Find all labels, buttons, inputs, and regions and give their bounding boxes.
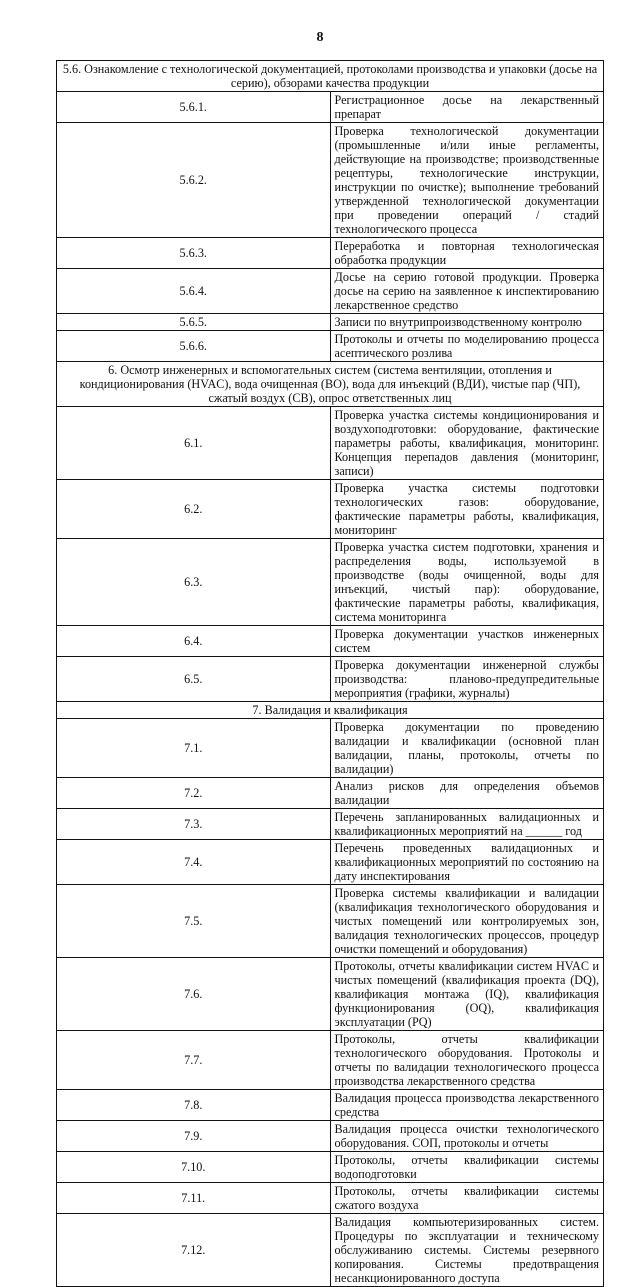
item-number: 5.6.3. xyxy=(57,238,331,269)
table-row xyxy=(57,1152,604,1183)
item-number: 5.6.1. xyxy=(57,92,331,123)
item-number: 7.12. xyxy=(57,1214,331,1287)
item-number: 7.10. xyxy=(57,1152,331,1183)
item-text: Проверка системы квалификации и валидации (квалификация технологического оборудования и чистых помещений или контролируемых зон, валидация технологических процессов, процедур очистки помещений и оборудования) xyxy=(330,885,604,958)
item-text: Протоколы, отчеты квалификации систем HVAC и чистых помещений (квалификация проекта (DQ), квалификация монтажа (IQ), квалификация функционирования (OQ), квалификация эксплуатации (PQ) xyxy=(330,958,604,1031)
item-text: Перечень запланированных валидационных и квалификационных мероприятий на ______ год xyxy=(330,809,604,840)
table-row xyxy=(57,314,604,331)
item-text: Протоколы, отчеты квалификации системы водоподготовки xyxy=(330,1152,604,1183)
item-number: 6.4. xyxy=(57,626,331,657)
item-text: Валидация процесса производства лекарственного средства xyxy=(330,1090,604,1121)
item-text: Протоколы, отчеты квалификации технологического оборудования. Протоколы и отчеты по валидации технологического процесса производства лекарственного средства xyxy=(330,1031,604,1090)
table-row xyxy=(57,958,604,1031)
table-row xyxy=(57,840,604,885)
item-number: 6.3. xyxy=(57,539,331,626)
item-number: 7.4. xyxy=(57,840,331,885)
item-number: 7.6. xyxy=(57,958,331,1031)
page-number: 8 xyxy=(316,30,324,45)
item-text: Проверка участка систем подготовки, хранения и распределения воды, используемой в производстве (воды очищенной, воды для инъекций, чистый пар): оборудование, фактические параметры работы, квалификация, система мониторинга xyxy=(330,539,604,626)
table-row xyxy=(57,539,604,626)
table-row xyxy=(57,626,604,657)
item-number: 6.5. xyxy=(57,657,331,702)
table-row xyxy=(57,238,604,269)
table-row xyxy=(57,1183,604,1214)
item-text: Проверка документации по проведению валидации и квалификации (основной план валидации, планы, протоколы, отчеты по валидации) xyxy=(330,719,604,778)
item-number: 5.6.5. xyxy=(57,314,331,331)
item-number: 7.11. xyxy=(57,1183,331,1214)
item-text: Регистрационное досье на лекарственный препарат xyxy=(330,92,604,123)
item-number: 7.8. xyxy=(57,1090,331,1121)
section-header: 6. Осмотр инженерных и вспомогательных систем (система вентиляции, отопления и кондиционирования (HVAC), вода очищенная (ВО), вода для инъекций (ВДИ), чистые пар (ЧП), сжатый воздух (СВ), опрос ответственных лиц xyxy=(57,362,604,407)
item-text: Проверка участка системы подготовки технологических газов: оборудование, фактические параметры работы, квалификация, мониторинг xyxy=(330,480,604,539)
item-number: 5.6.4. xyxy=(57,269,331,314)
inspection-checklist-table xyxy=(56,60,604,1287)
item-text: Анализ рисков для определения объемов валидации xyxy=(330,778,604,809)
table-row xyxy=(57,885,604,958)
table-row xyxy=(57,269,604,314)
table-row xyxy=(57,480,604,539)
table-row xyxy=(57,1090,604,1121)
table-row xyxy=(57,92,604,123)
section-header: 7. Валидация и квалификация xyxy=(57,702,604,719)
item-text: Проверка технологической документации (промышленные и/или иные регламенты, действующие на производстве; производственные рецептуры, технологические инструкции, инструкции по очистке); выполнение требований утвержденной технологической документации при проведении операций / стадий технологического процесса xyxy=(330,123,604,238)
item-text: Протоколы, отчеты квалификации системы сжатого воздуха xyxy=(330,1183,604,1214)
table-row xyxy=(57,331,604,362)
item-text: Валидация процесса очистки технологического оборудования. СОП, протоколы и отчеты xyxy=(330,1121,604,1152)
table-row xyxy=(57,1031,604,1090)
item-number: 7.7. xyxy=(57,1031,331,1090)
section-header-row xyxy=(57,362,604,407)
table-row xyxy=(57,1121,604,1152)
item-text: Перечень проведенных валидационных и квалификационных мероприятий по состоянию на дату инспектирования xyxy=(330,840,604,885)
section-header-row xyxy=(57,702,604,719)
section-header-row xyxy=(57,61,604,92)
item-text: Проверка участка системы кондиционирования и воздухоподготовки: оборудование, фактические параметры работы, квалификация, мониторинг. Концепция перепадов давления (мониторинг, записи) xyxy=(330,407,604,480)
table-row xyxy=(57,719,604,778)
item-number: 7.9. xyxy=(57,1121,331,1152)
item-number: 7.3. xyxy=(57,809,331,840)
table-row xyxy=(57,778,604,809)
table-row xyxy=(57,1214,604,1287)
table-row xyxy=(57,407,604,480)
item-text: Записи по внутрипроизводственному контролю xyxy=(330,314,604,331)
item-text: Протоколы и отчеты по моделированию процесса асептического розлива xyxy=(330,331,604,362)
item-text: Проверка документации участков инженерных систем xyxy=(330,626,604,657)
item-text: Переработка и повторная технологическая обработка продукции xyxy=(330,238,604,269)
item-text: Валидация компьютеризированных систем. Процедуры по эксплуатации и техническому обслуживанию системы. Системы резервного копирования. Системы предотвращения несанкционированного доступа xyxy=(330,1214,604,1287)
section-header: 5.6. Ознакомление с технологической документацией, протоколами производства и упаковки (досье на серию), обзорами качества продукции xyxy=(57,61,604,92)
table-row xyxy=(57,809,604,840)
item-text: Досье на серию готовой продукции. Проверка досье на серию на заявленное к инспектированию лекарственное средство xyxy=(330,269,604,314)
item-number: 6.1. xyxy=(57,407,331,480)
table-row xyxy=(57,123,604,238)
table-row xyxy=(57,657,604,702)
item-number: 7.1. xyxy=(57,719,331,778)
item-number: 5.6.2. xyxy=(57,123,331,238)
item-number: 5.6.6. xyxy=(57,331,331,362)
item-number: 6.2. xyxy=(57,480,331,539)
item-number: 7.5. xyxy=(57,885,331,958)
item-number: 7.2. xyxy=(57,778,331,809)
item-text: Проверка документации инженерной службы производства: планово-предупредительные мероприятия (графики, журналы) xyxy=(330,657,604,702)
